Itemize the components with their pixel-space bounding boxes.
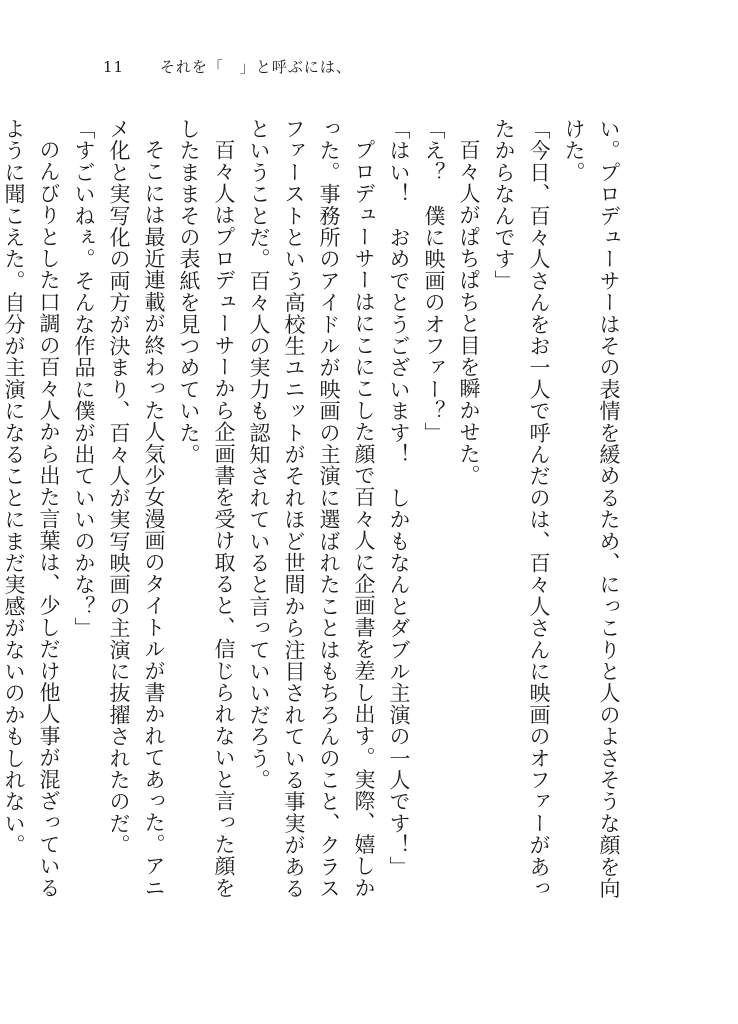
body-text bbox=[0, 118, 626, 918]
paragraph: 「すごいねぇ。そんな作品に僕が出ていいのかな？」 bbox=[72, 118, 96, 639]
running-head bbox=[103, 56, 352, 77]
paragraph: そこには最近連載が終わった人気少女漫画のタイトルが書かれてあった。アニメ化と実写化の両方が決まり、百々人が実写映画の主演に抜擢されたのだ。 bbox=[107, 118, 166, 899]
paragraph: 百々人はプロデューサーから企画書を受け取ると、信じられないと言った顔をしたままその表紙を見つめていた。 bbox=[177, 118, 236, 899]
paragraph: 「え？ 僕に映画のオファー？」 bbox=[422, 118, 446, 444]
paragraph: 「はい！ おめでとうございます！ しかもなんとダブル主演の一人です！」 bbox=[387, 118, 411, 878]
paragraph: プロデューサーはにこにこした顔で百々人に企画書を差し出す。実際、嬉しかった。事務所のアイドルが映画の主演に選ばれたことはもちろんのこと、クラスファーストという高校生ユニットがそれほど世間から注目されている事実があるということだ。百々人の実力も認知されていると言っていいだろう。 bbox=[247, 118, 376, 900]
page-number: 11 bbox=[103, 58, 125, 76]
paragraph: のんびりとした口調の百々人から出た言葉は、少しだけ他人事が混ざっているように聞こえた。自分が主演になることにまだ実感がないのかもしれない。 bbox=[2, 118, 61, 899]
chapter-title: それを「 」と呼ぶには、 bbox=[159, 58, 352, 76]
paragraph: 百々人がぱちぱちと目を瞬かせた。 bbox=[457, 139, 481, 487]
paragraph: い。プロデューサーはその表情を緩めるため、にっこりと人のよさそうな顔を向けた。 bbox=[562, 118, 621, 900]
paragraph: 「今日、百々人さんをお一人で呼んだのは、百々人さんに映画のオファーがあったからなんです」 bbox=[492, 118, 551, 900]
